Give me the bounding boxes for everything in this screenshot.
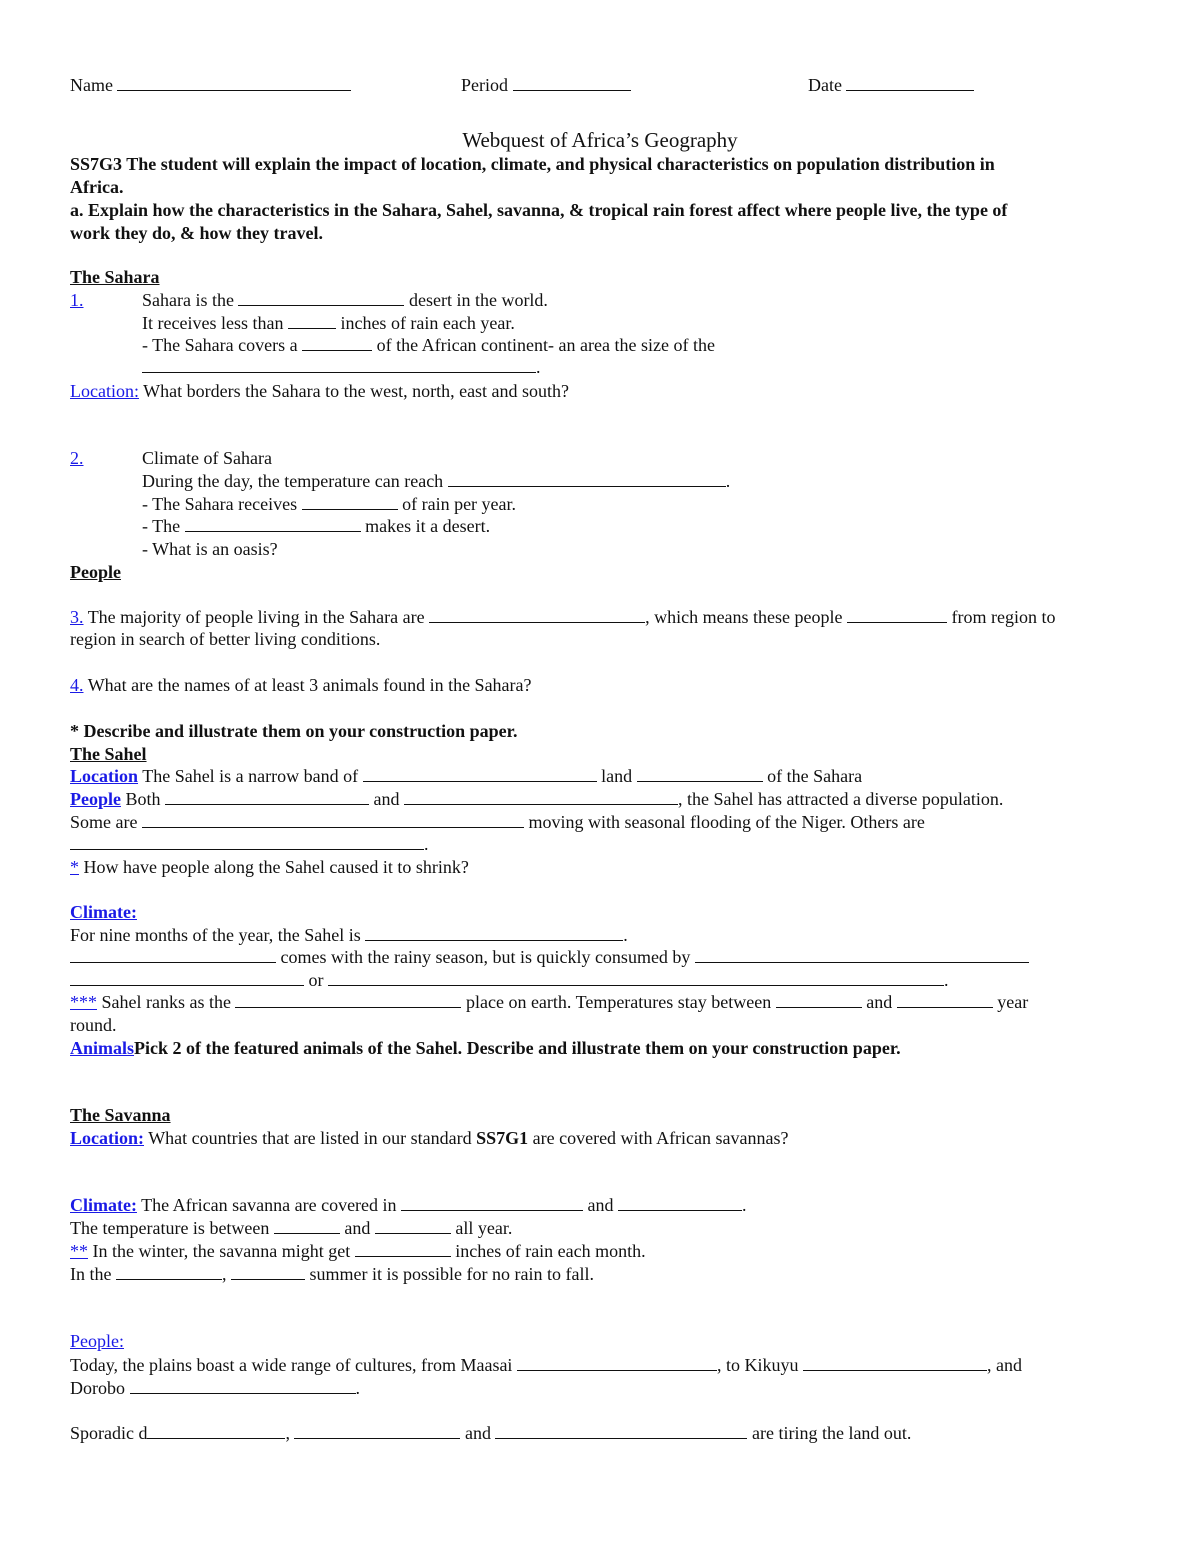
savanna-climate-blank-3[interactable] [274,1217,340,1234]
sahel-ranks-line1 [70,991,1028,1013]
savanna-people-e: . [355,1378,360,1398]
savanna-people-line1 [70,1354,1022,1376]
sahel-ranks-d: year [997,992,1029,1012]
sahara-q1-line4 [142,356,541,378]
savanna-climate-label[interactable]: Climate: [70,1195,137,1215]
q1-text-a: Sahara is the [142,290,234,310]
savanna-climate-k: summer it is possible for no rain to fall. [309,1264,594,1284]
sahel-shrink [70,856,469,878]
sahara-q1-line3 [142,334,715,356]
savanna-location-b: SS7G1 [476,1128,529,1148]
q1-text-f: of the African continent- an area the size of the [376,335,715,355]
q1-text-b: desert in the world. [408,290,548,310]
q1-text-e: - The Sahara covers a [142,335,298,355]
sahel-ranks-a: Sahel ranks as the [101,992,231,1012]
q2-text-f: - The [142,516,181,536]
sahara-q2-line1 [70,447,272,469]
savanna-people-c: , and [986,1355,1022,1375]
sahel-climate-b: . [623,925,628,945]
sahara-q3-line2: region in search of better living conditions. [70,629,381,649]
period-label: Period [461,75,508,95]
savanna-people-blank-5[interactable] [294,1422,460,1439]
q1-blank-2[interactable] [288,312,336,329]
sahara-q4 [70,674,532,696]
savanna-climate-line3 [70,1240,646,1262]
sahel-people-blank-2[interactable] [404,788,678,805]
sahel-ranks-blank-2[interactable] [776,991,862,1008]
savanna-climate-blank-1[interactable] [401,1194,583,1211]
savanna-location [70,1127,789,1149]
sahel-ranks-c: and [866,992,893,1012]
sahel-climate-blank-1[interactable] [365,924,623,941]
sahel-people-line2 [70,811,925,833]
period-blank[interactable] [513,74,631,91]
standard-line-3: a. Explain how the characteristics in the Sahara, Sahel, savanna, & tropical rain forest affect where people live, the type of [70,200,1008,220]
sahel-ranks-stars[interactable]: *** [70,992,97,1012]
sahel-people-b: and [373,789,400,809]
sahel-location-blank-1[interactable] [363,765,597,782]
sahara-q2-line5: - What is an oasis? [142,539,278,559]
name-blank[interactable] [117,74,351,91]
sahel-people-blank-4[interactable] [70,833,424,850]
sahel-shrink-star[interactable]: * [70,857,79,877]
savanna-heading: The Savanna [70,1105,171,1125]
q3-blank-2[interactable] [847,606,947,623]
sahel-people-c: , the Sahel has attracted a diverse population. [678,789,1004,809]
q2-blank-1[interactable] [448,470,726,487]
sahel-climate-blank-5[interactable] [328,969,944,986]
sahara-q2-line4 [142,515,490,537]
savanna-people-blank-3[interactable] [130,1377,356,1394]
savanna-climate-h: inches of rain each month. [455,1241,646,1261]
sahel-shrink-text: How have people along the Sahel caused it to shrink? [83,857,469,877]
q2-blank-3[interactable] [185,515,361,532]
q2-number[interactable]: 2. [70,448,84,468]
q1-blank-3[interactable] [302,334,372,351]
sahel-animals-text: Pick 2 of the featured animals of the Sahel. Describe and illustrate them on your construction paper. [134,1038,901,1058]
q2-text-e: of rain per year. [402,494,517,514]
savanna-people-blank-4[interactable] [147,1422,285,1439]
date-blank[interactable] [846,74,974,91]
savanna-people-a: Today, the plains boast a wide range of cultures, from Maasai [70,1355,513,1375]
savanna-climate-line4 [70,1263,594,1285]
savanna-climate-line1 [70,1194,747,1216]
savanna-people-g: , [285,1423,290,1443]
standard-line-2: Africa. [70,177,124,197]
sahel-location-a: The Sahel is a narrow band of [142,766,359,786]
page-title: Webquest of Africa’s Geography [462,128,738,152]
savanna-people-blank-1[interactable] [517,1354,717,1371]
sahel-people-blank-3[interactable] [142,811,524,828]
standard-line-1: SS7G3 The student will explain the impact of location, climate, and physical characteristics on population distribution in [70,154,995,174]
savanna-people-b: , to Kikuyu [716,1355,799,1375]
savanna-climate-stars[interactable]: ** [70,1241,88,1261]
sahel-climate-line3 [70,969,949,991]
sahel-location [70,765,862,787]
sahara-q2-line2 [142,470,730,492]
sahel-climate-label[interactable]: Climate: [70,902,137,922]
sahara-location-label[interactable]: Location: [70,381,139,401]
date-label: Date [808,75,842,95]
savanna-people-i: are tiring the land out. [751,1423,912,1443]
savanna-climate-blank-4[interactable] [375,1217,451,1234]
sahel-location-b: land [601,766,633,786]
savanna-people-f: Sporadic d [70,1423,148,1443]
sahel-people-d: Some are [70,812,138,832]
sahel-ranks-blank-1[interactable] [235,991,461,1008]
sahel-ranks-line2: round. [70,1015,117,1035]
sahara-q1-line2 [142,312,515,334]
savanna-people-line2 [70,1377,360,1399]
sahel-location-label[interactable]: Location [70,766,139,786]
sahara-heading: The Sahara [70,267,160,287]
sahel-animals-label[interactable]: Animals [70,1038,135,1058]
sahel-heading: The Sahel [70,744,147,764]
sahel-ranks-b: place on earth. Temperatures stay between [465,992,772,1012]
sahel-people-f: . [424,834,429,854]
q1-text-d: inches of rain each year. [340,313,515,333]
savanna-climate-e: and [344,1218,371,1238]
savanna-location-a: What countries that are listed in our standard [148,1128,472,1148]
sahel-ranks-blank-3[interactable] [897,991,993,1008]
sahel-climate-a: For nine months of the year, the Sahel is [70,925,361,945]
savanna-climate-blank-7[interactable] [231,1263,305,1280]
sahel-climate-blank-3[interactable] [695,946,1029,963]
header-row [70,74,351,96]
people-heading: People [70,562,121,582]
sahel-climate-blank-4[interactable] [70,969,304,986]
sahara-location [70,380,569,402]
sahel-location-c: of the Sahara [767,766,863,786]
savanna-climate-c: . [742,1195,747,1215]
sahel-climate-heading [70,901,137,923]
savanna-people-h: and [464,1423,491,1443]
sahel-people-a: Both [125,789,161,809]
savanna-climate-a: The African savanna are covered in [141,1195,397,1215]
q3-number[interactable]: 3. [70,607,84,627]
q3-text-c: from region to [951,607,1056,627]
sahara-describe: * Describe and illustrate them on your construction paper. [70,721,518,741]
savanna-climate-f: all year. [455,1218,513,1238]
sahel-people-line3 [70,833,429,855]
savanna-climate-g: In the winter, the savanna might get [92,1241,351,1261]
q1-text-c: It receives less than [142,313,284,333]
q1-blank-4[interactable] [142,356,536,373]
q2-blank-2[interactable] [302,493,398,510]
sahara-location-text: What borders the Sahara to the west, north, east and south? [143,381,570,401]
q2-text-d: - The Sahara receives [142,494,298,514]
q2-text-a: Climate of Sahara [142,448,272,468]
q3-text-b: , which means these people [645,607,843,627]
sahel-location-blank-2[interactable] [637,765,763,782]
savanna-climate-j: , [221,1264,227,1284]
sahel-people-label[interactable]: People [70,789,121,809]
sahel-climate-c: comes with the rainy season, but is quickly consumed by [280,947,691,967]
q4-text: What are the names of at least 3 animals found in the Sahara? [87,675,532,695]
sahel-people-blank-1[interactable] [165,788,369,805]
savanna-location-c: are covered with African savannas? [532,1128,789,1148]
savanna-climate-blank-6[interactable] [116,1263,222,1280]
savanna-climate-b: and [587,1195,614,1215]
date-row [808,74,974,96]
q2-text-c: . [725,471,731,491]
savanna-climate-line2 [70,1217,512,1239]
name-label: Name [70,75,113,95]
q1-text-g: . [536,357,541,377]
savanna-people-d: Dorobo [70,1378,125,1398]
sahel-animals [70,1037,901,1059]
standard-line-4: work they do, & how they travel. [70,223,323,243]
savanna-people-line3 [70,1422,911,1444]
savanna-climate-i: In the [70,1264,112,1284]
savanna-climate-blank-5[interactable] [355,1240,451,1257]
sahel-climate-line1 [70,924,628,946]
q1-blank-1[interactable] [238,289,404,306]
q2-text-b: During the day, the temperature can reach [142,471,444,491]
sahel-climate-e: . [944,970,949,990]
q4-number[interactable]: 4. [70,675,84,695]
savanna-climate-d: The temperature is between [70,1218,270,1238]
sahara-q1-line1 [70,289,548,311]
savanna-people-heading [70,1330,124,1352]
sahara-q2-line3 [142,493,516,515]
q3-text-a: The majority of people living in the Sahara are [87,607,425,627]
sahel-climate-blank-2[interactable] [70,946,276,963]
sahel-people-e: moving with seasonal flooding of the Niger. Others are [528,812,925,832]
sahel-climate-d: or [308,970,324,990]
period-row [461,74,631,96]
q3-blank-1[interactable] [429,606,645,623]
sahel-people [70,788,1003,810]
sahel-climate-line2 [70,946,1029,968]
savanna-people-blank-6[interactable] [495,1422,747,1439]
q1-number[interactable]: 1. [70,290,84,310]
savanna-people-blank-2[interactable] [803,1354,987,1371]
savanna-climate-blank-2[interactable] [618,1194,742,1211]
savanna-location-label[interactable]: Location: [70,1128,144,1148]
q2-text-g: makes it a desert. [365,516,491,536]
savanna-people-label[interactable]: People: [70,1331,124,1351]
sahara-q3-line1 [70,606,1056,628]
